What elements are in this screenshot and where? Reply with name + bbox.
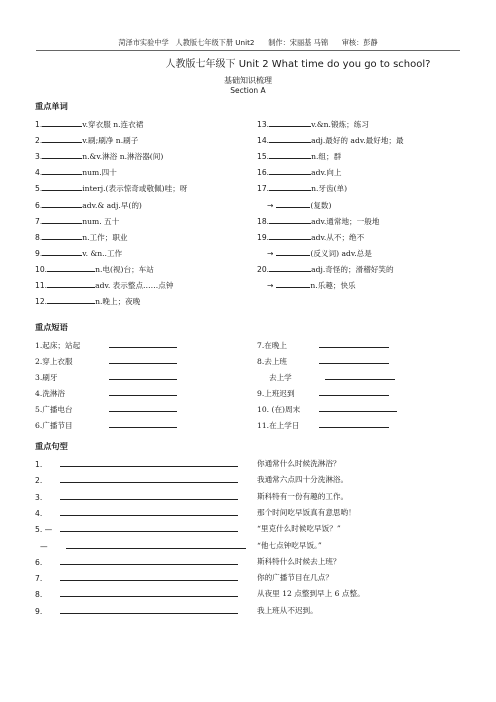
answer-blank[interactable]: [319, 404, 397, 412]
item-definition: n.&v.淋浴 n.淋浴器(间): [82, 152, 164, 162]
item-number: 2.: [35, 136, 43, 146]
vocab-item: [35, 183, 187, 194]
sentence-item: [35, 491, 349, 503]
chinese-prompt: “里克什么时候吃早饭？”: [257, 524, 341, 534]
vocab-item: [35, 248, 122, 259]
phrase-text: 10. (在)周末: [257, 405, 301, 414]
item-definition: (复数): [310, 200, 332, 210]
vocab-item: [257, 280, 356, 291]
item-definition: adv.向上: [311, 168, 342, 178]
answer-blank[interactable]: [60, 492, 238, 500]
item-number: 13.: [257, 120, 270, 129]
item-number: —: [40, 541, 48, 551]
item-definition: adv.通常地；一般地: [311, 216, 380, 226]
item-number: 7.: [35, 574, 43, 584]
item-number: 1.: [35, 460, 43, 469]
sentence-item: [35, 556, 341, 568]
worksheet-title: 人教版七年级下 Unit 2 What time do you go to school?: [165, 59, 431, 70]
item-definition: (反义词) adv.总是: [310, 248, 372, 258]
item-number: 15.: [257, 152, 270, 162]
item-number: 3.: [35, 492, 43, 502]
phrase-item: [35, 340, 177, 351]
answer-blank[interactable]: [42, 183, 82, 191]
answer-blank[interactable]: [42, 216, 82, 224]
phrases-heading: 重点短语: [35, 322, 68, 332]
item-number: 9.: [35, 606, 43, 616]
vocab-item: [257, 119, 369, 130]
vocab-item: [257, 135, 404, 146]
sentence-item: [35, 459, 341, 470]
sentence-item: [35, 573, 333, 584]
item-number: 16.: [257, 168, 270, 178]
item-definition: adv.从不；绝不: [311, 232, 365, 242]
arrow-prefix: →: [267, 200, 274, 210]
chinese-prompt: 斯科特有一份有趣的工作。: [257, 491, 349, 501]
chinese-prompt: 我通常六点四十分洗淋浴。: [257, 475, 349, 485]
vocab-item: [35, 232, 128, 243]
item-number: 10.: [35, 264, 48, 274]
phrase-item: [257, 340, 389, 351]
vocab-item: [35, 135, 138, 146]
vocab-item: [257, 232, 364, 243]
item-number: 3.: [35, 152, 43, 162]
vocab-item: [257, 216, 379, 227]
item-definition: n.组；群: [311, 152, 342, 162]
item-definition: n.乐趣；快乐: [310, 281, 356, 290]
header-school: 菏泽市实验中学: [118, 38, 169, 47]
chinese-prompt: 我上班从不迟到。: [257, 605, 318, 615]
phrase-text: 9.上班迟到: [257, 389, 295, 398]
header-reviewer: 审核：彭静: [341, 38, 378, 47]
answer-blank[interactable]: [47, 280, 95, 288]
item-definition: adv.& adj.早(的): [82, 200, 142, 210]
item-definition: interj.(表示惊奇或敬佩)哇；呀: [82, 184, 188, 194]
item-definition: adj.最好的 adv.最好地；最: [311, 136, 404, 146]
item-definition: n.电(视)台；车站: [95, 264, 154, 274]
item-number: 8.: [35, 232, 43, 242]
answer-blank[interactable]: [60, 589, 238, 597]
answer-blank[interactable]: [42, 151, 82, 159]
item-definition: v.刷;刷净 n.刷子: [82, 136, 139, 146]
sentence-item: [35, 507, 356, 519]
answer-blank[interactable]: [269, 183, 311, 191]
vocab-item: [257, 151, 341, 162]
answer-blank[interactable]: [109, 340, 177, 348]
item-number: 7.: [35, 216, 43, 226]
vocab-item: [35, 119, 143, 130]
header-book: 人教版七年级下册 Unit2: [175, 38, 255, 47]
item-definition: adj.奇怪的；滑稽好笑的: [311, 264, 394, 274]
section-label: Section A: [230, 86, 266, 95]
answer-blank[interactable]: [47, 264, 95, 272]
arrow-prefix: →: [267, 281, 274, 290]
answer-blank[interactable]: [269, 232, 311, 240]
answer-blank[interactable]: [42, 119, 82, 127]
chinese-prompt: 你通常什么时候洗淋浴？: [257, 459, 341, 468]
answer-blank[interactable]: [47, 296, 95, 304]
item-number: 8.: [35, 590, 43, 600]
item-definition: n.牙齿(单): [311, 184, 348, 194]
item-number: 11.: [35, 281, 48, 290]
phrase-item: [35, 388, 177, 399]
answer-blank[interactable]: [60, 459, 238, 467]
chinese-prompt: 斯科特什么时候去上班？: [257, 556, 341, 566]
answer-blank[interactable]: [109, 356, 177, 364]
item-number: 17.: [257, 184, 270, 194]
answer-blank[interactable]: [319, 356, 389, 364]
phrase-item: [257, 404, 397, 415]
sentence-item: [35, 524, 341, 535]
phrase-item: [35, 356, 177, 367]
item-definition: adv. 表示整点……点钟: [95, 281, 174, 290]
answer-blank[interactable]: [319, 420, 389, 428]
item-definition: n.晚上；夜晚: [95, 297, 141, 307]
item-number: 4.: [35, 508, 43, 518]
chinese-prompt: “他七点钟吃早饭。”: [257, 540, 322, 550]
sentence-item: [35, 589, 365, 600]
phrase-item: [35, 372, 177, 383]
item-number: 18.: [257, 216, 270, 226]
phrase-item: [35, 404, 177, 415]
answer-blank[interactable]: [269, 135, 311, 143]
item-number: 14.: [257, 136, 270, 146]
item-number: 9.: [35, 248, 43, 258]
answer-blank[interactable]: [109, 372, 177, 380]
vocab-item: [35, 216, 119, 227]
answer-blank[interactable]: [60, 606, 238, 614]
phrase-text: 5.广播电台: [35, 405, 73, 414]
item-definition: n.工作；职业: [82, 232, 128, 242]
answer-blank[interactable]: [42, 232, 82, 240]
phrase-text: 去上学: [269, 373, 292, 382]
phrase-item: [257, 388, 389, 399]
item-number: 19.: [257, 232, 270, 242]
chinese-prompt: 那个时间吃早饭真有意思哟！: [257, 507, 356, 517]
answer-blank[interactable]: [276, 248, 310, 256]
arrow-prefix: →: [267, 248, 274, 258]
item-definition: v.&n.锻炼；练习: [311, 120, 369, 129]
vocab-item: [35, 200, 142, 211]
item-number: 20.: [257, 264, 270, 274]
answer-blank[interactable]: [269, 167, 311, 175]
item-number: 5.: [35, 184, 43, 194]
answer-blank[interactable]: [269, 264, 311, 272]
vocab-item: [257, 248, 372, 259]
answer-blank[interactable]: [60, 557, 238, 565]
vocab-heading: 重点单词: [35, 101, 68, 111]
sentences-heading: 重点句型: [35, 441, 68, 451]
answer-blank[interactable]: [319, 340, 389, 348]
vocab-item: [257, 167, 341, 178]
phrase-text: 1.起床；站起: [35, 341, 81, 350]
header-rule: [36, 50, 460, 51]
answer-blank[interactable]: [42, 135, 82, 143]
subtitle: 基础知识梳理: [224, 76, 272, 85]
phrase-item: [35, 420, 177, 431]
item-definition: num. 五十: [82, 216, 120, 226]
phrase-text: 3.刷牙: [35, 373, 58, 382]
phrase-text: 11.在上学日: [257, 421, 300, 430]
vocab-item: [35, 280, 173, 291]
answer-blank[interactable]: [276, 200, 310, 208]
answer-blank[interactable]: [42, 248, 82, 256]
header-author: 制作：宋丽基 马锦: [268, 38, 329, 47]
answer-blank[interactable]: [109, 404, 177, 412]
answer-blank[interactable]: [109, 388, 177, 396]
answer-blank[interactable]: [269, 216, 311, 224]
phrase-item: [257, 420, 389, 431]
vocab-item: [35, 151, 163, 162]
answer-blank[interactable]: [276, 280, 310, 288]
vocab-item: [35, 167, 117, 178]
chinese-prompt: 从夜里 12 点整到早上 6 点整。: [257, 589, 365, 599]
phrase-item: [257, 372, 395, 383]
vocab-item: [35, 296, 140, 307]
item-number: 6.: [35, 200, 43, 210]
answer-blank[interactable]: [60, 508, 238, 516]
phrase-text: 2.穿上衣服: [35, 357, 73, 366]
phrase-item: [257, 356, 389, 367]
answer-blank[interactable]: [60, 524, 238, 532]
answer-blank[interactable]: [319, 388, 389, 396]
phrase-text: 4.洗淋浴: [35, 389, 66, 398]
answer-blank[interactable]: [42, 167, 82, 175]
sentence-item: [35, 540, 322, 552]
item-number: 2.: [35, 476, 43, 486]
item-number: 5. —: [35, 525, 53, 535]
item-definition: num.四十: [82, 168, 117, 178]
item-definition: v. &n..工作: [82, 248, 123, 258]
answer-blank[interactable]: [60, 573, 238, 581]
vocab-item: [257, 200, 332, 211]
answer-blank[interactable]: [42, 200, 82, 208]
answer-blank[interactable]: [66, 541, 246, 549]
item-definition: v.穿衣服 n.连衣裙: [82, 120, 144, 129]
vocab-item: [257, 183, 347, 194]
answer-blank[interactable]: [269, 119, 311, 127]
sentence-item: [35, 475, 349, 486]
answer-blank[interactable]: [109, 420, 177, 428]
chinese-prompt: 你的广播节目在几点？: [257, 573, 333, 583]
vocab-item: [35, 264, 154, 275]
answer-blank[interactable]: [60, 475, 238, 483]
item-number: 4.: [35, 168, 43, 178]
page-header: [0, 38, 496, 48]
answer-blank[interactable]: [269, 151, 311, 159]
sentence-item: [35, 605, 318, 617]
phrase-text: 7.在晚上: [257, 341, 288, 350]
item-number: 6.: [35, 557, 43, 567]
item-number: 12.: [35, 297, 48, 307]
answer-blank[interactable]: [325, 372, 395, 380]
item-number: 1.: [35, 120, 43, 129]
vocab-item: [257, 264, 394, 275]
phrase-text: 6.广播节目: [35, 421, 73, 430]
phrase-text: 8.去上班: [257, 357, 288, 366]
